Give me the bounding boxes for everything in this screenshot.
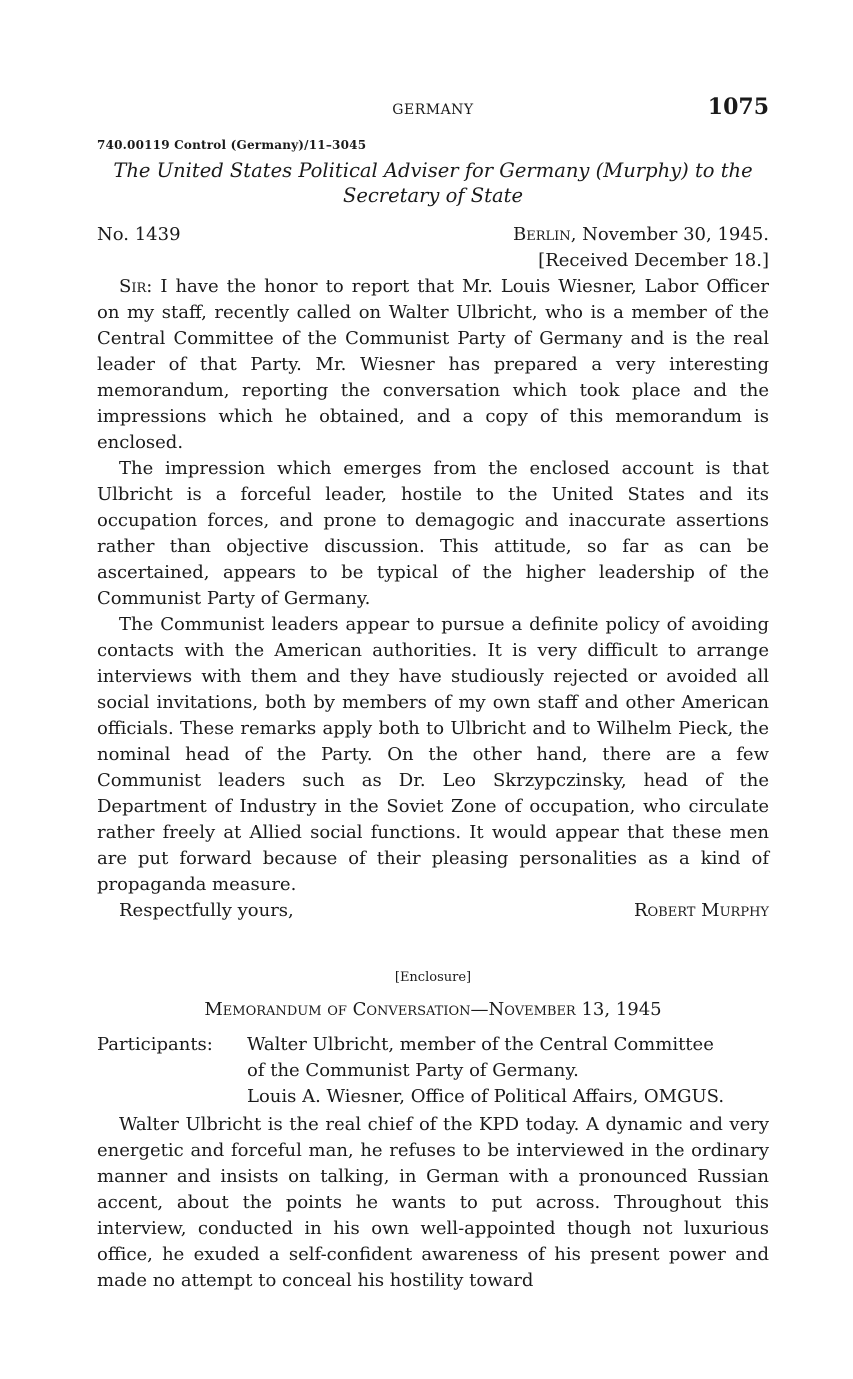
received-note: [Received December 18.] [538, 250, 769, 271]
closing-phrase: Respectfully yours, [119, 900, 294, 921]
date: , November 30, 1945. [570, 224, 769, 245]
running-head [97, 94, 769, 126]
place: Berlin [513, 224, 571, 245]
dateline [97, 222, 769, 248]
letter-paragraph-3: The Communist leaders appear to pursue a definite policy of avoiding contacts with the American authorities. It is very difficult to arrange interviews with them and they have studiously rejected or avoided all social invitations, both by members of my own staff and other American officials. These remarks apply both to Ulbricht and to Wilhelm Pieck, the nominal head of the Party. On the other hand, there are a few Communist leaders such as Dr. Leo Skrzypczinsky, head of the Department of Industry in the Soviet Zone of occupation, who circulate rather freely at Allied social functions. It would appear that these men are put forward because of their pleasing personalities as a kind of propaganda measure. [97, 614, 769, 895]
participant-2: Louis A. Wiesner, Office of Political Affairs, OMGUS. [247, 1086, 725, 1107]
page-number: 1075 [707, 94, 769, 120]
running-title: GERMANY [392, 102, 474, 118]
closing [97, 898, 769, 924]
participant-1-line-1: Walter Ulbricht, member of the Central Committee [247, 1034, 714, 1055]
memo-paragraph-1: Walter Ulbricht is the real chief of the KPD today. A dynamic and very energetic and forceful man, he refuses to be interviewed in the ordinary manner and insists on talking, in German with a pronounced Russian accent, about the points he wants to put across. Throughout this interview, conducted in his own well-appointed though not luxurious office, he exuded a self-confident awareness of his present power and made no attempt to conceal his hostility toward [97, 1114, 769, 1291]
document-title-line-2: Secretary of State [342, 184, 524, 207]
participants [97, 1032, 769, 1110]
document-title-line-1: The United States Political Adviser for Germany (Murphy) to the [113, 159, 753, 182]
letter-paragraph-1 [97, 274, 769, 456]
document-page [97, 94, 769, 1294]
file-number: 740.00119 Control (Germany)/11–3045 [97, 138, 367, 152]
letter-paragraph-1-text: : I have the honor to report that Mr. Louis Wiesner, Labor Officer on my staff, recently called on Walter Ulbricht, who is a member of the Central Committee of the Communist Party of Germany and is the real leader of that Party. Mr. Wiesner has prepared a very interesting memorandum, reporting the conversation which took place and the impressions which he obtained, and a copy of this memorandum is enclosed. [97, 276, 769, 453]
despatch-number: No. 1439 [97, 224, 181, 245]
place-and-date [513, 222, 769, 248]
participants-label: Participants: [97, 1034, 213, 1055]
memo-title: Memorandum of Conversation—November 13, 1945 [204, 999, 662, 1020]
salutation: Sir [119, 276, 147, 297]
enclosure-label: [Enclosure] [394, 970, 472, 985]
signature: Robert Murphy [633, 900, 769, 921]
document-title [97, 158, 769, 208]
participant-1-line-2: of the Communist Party of Germany. [247, 1060, 579, 1081]
letter-paragraph-2: The impression which emerges from the enclosed account is that Ulbricht is a forceful leader, hostile to the United States and its occupation forces, and prone to demagogic and inaccurate assertions rather than objective discussion. This attitude, so far as can be ascertained, appears to be typical of the higher leadership of the Communist Party of Germany. [97, 458, 769, 609]
